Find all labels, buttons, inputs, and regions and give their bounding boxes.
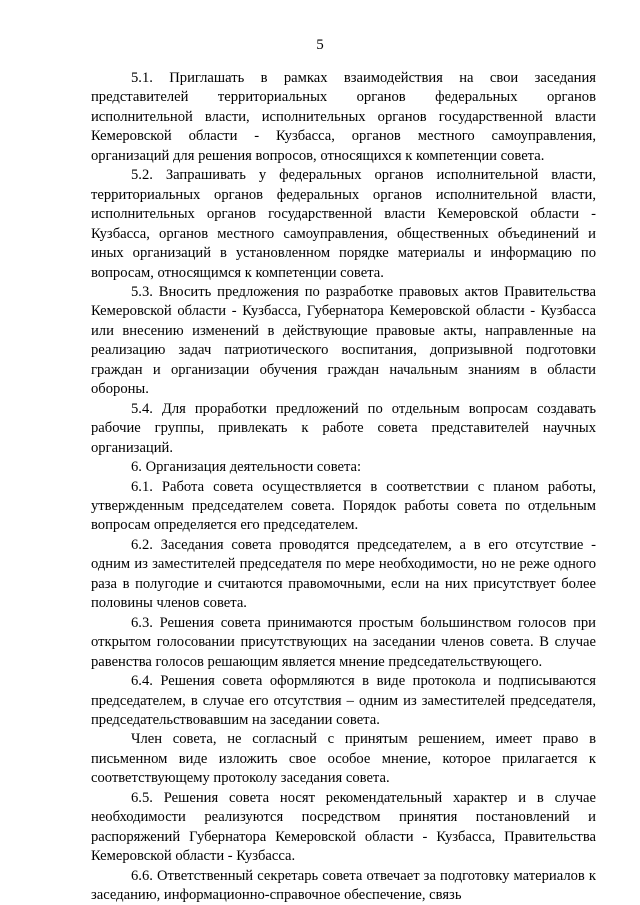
paragraph-6-3: 6.3. Решения совета принимаются простым большинством голосов при открытом голосовании присутствующих на заседании членов совета. В случае равенства голосов решающим является мнение председательствующего. [91,614,596,670]
paragraph-6-5: 6.5. Решения совета носят рекомендательный характер и в случае необходимости реализуются посредством принятия постановлений и распоряжений Губернатора Кемеровской области - Кузбасса, Правительства Кемеровской области - Кузбасса. [91,789,596,865]
paragraph-dissent: Член совета, не согласный с принятым решением, имеет право в письменном виде изложить свое особое мнение, которое прилагается к соответствующему протоколу заседания совета. [91,731,596,787]
paragraph-5-1: 5.1. Приглашать в рамках взаимодействия на свои заседания представителей территориальных органов федеральных органов исполнительной власти, исполнительных органов государственной власти Кемеровской области - Кузбасса, органов местного самоуправления, организаций для решения вопросов, относящихся к компетенции совета. [91,70,596,164]
paragraph-5-4: 5.4. Для проработки предложений по отдельным вопросам создавать рабочие группы, привлекать к работе совета представителей научных организаций. [91,400,596,456]
paragraph-6-6: 6.6. Ответственный секретарь совета отвечает за подготовку материалов к заседанию, информационно-справочное обеспечение, связь [91,867,596,904]
paragraph-6-2: 6.2. Заседания совета проводятся председателем, а в его отсутствие - одним из заместителей председателя по мере необходимости, но не реже одного раза в полугодие и считаются правомочными, если на них присутствует более половины членов совета. [91,536,596,612]
paragraph-6-4: 6.4. Решения совета оформляются в виде протокола и подписываются председателем, в случае его отсутствия – одним из заместителей председателя, председательствовавшим на заседании совета. [91,673,596,728]
paragraph-5-2: 5.2. Запрашивать у федеральных органов исполнительной власти, территориальных органов федеральных органов исполнительной власти, исполнительных органов государственной власти Кемеровской области - Кузбасса, органов местного самоуправления, общественных объединений и иных организаций в установленном порядке материалы и информацию по вопросам, относящимся к компетенции совета. [91,167,596,281]
section-6-heading: 6. Организация деятельности совета: [131,459,362,476]
paragraph-5-3: 5.3. Вносить предложения по разработке правовых актов Правительства Кемеровской области - Кузбасса, Губернатора Кемеровской области - Кузбасса или внесению изменений в действующие правовые акты, направленные на реализацию задач патриотического воспитания, допризывной подготовки граждан и организации обучения граждан начальным знаниям в области обороны. [91,283,596,398]
document-body [91,69,596,905]
paragraph-6-1: 6.1. Работа совета осуществляется в соответствии с планом работы, утвержденным председателем совета. Порядок работы совета по отдельным вопросам определяется его председателем. [91,478,596,534]
page-number: 5 [316,37,324,53]
